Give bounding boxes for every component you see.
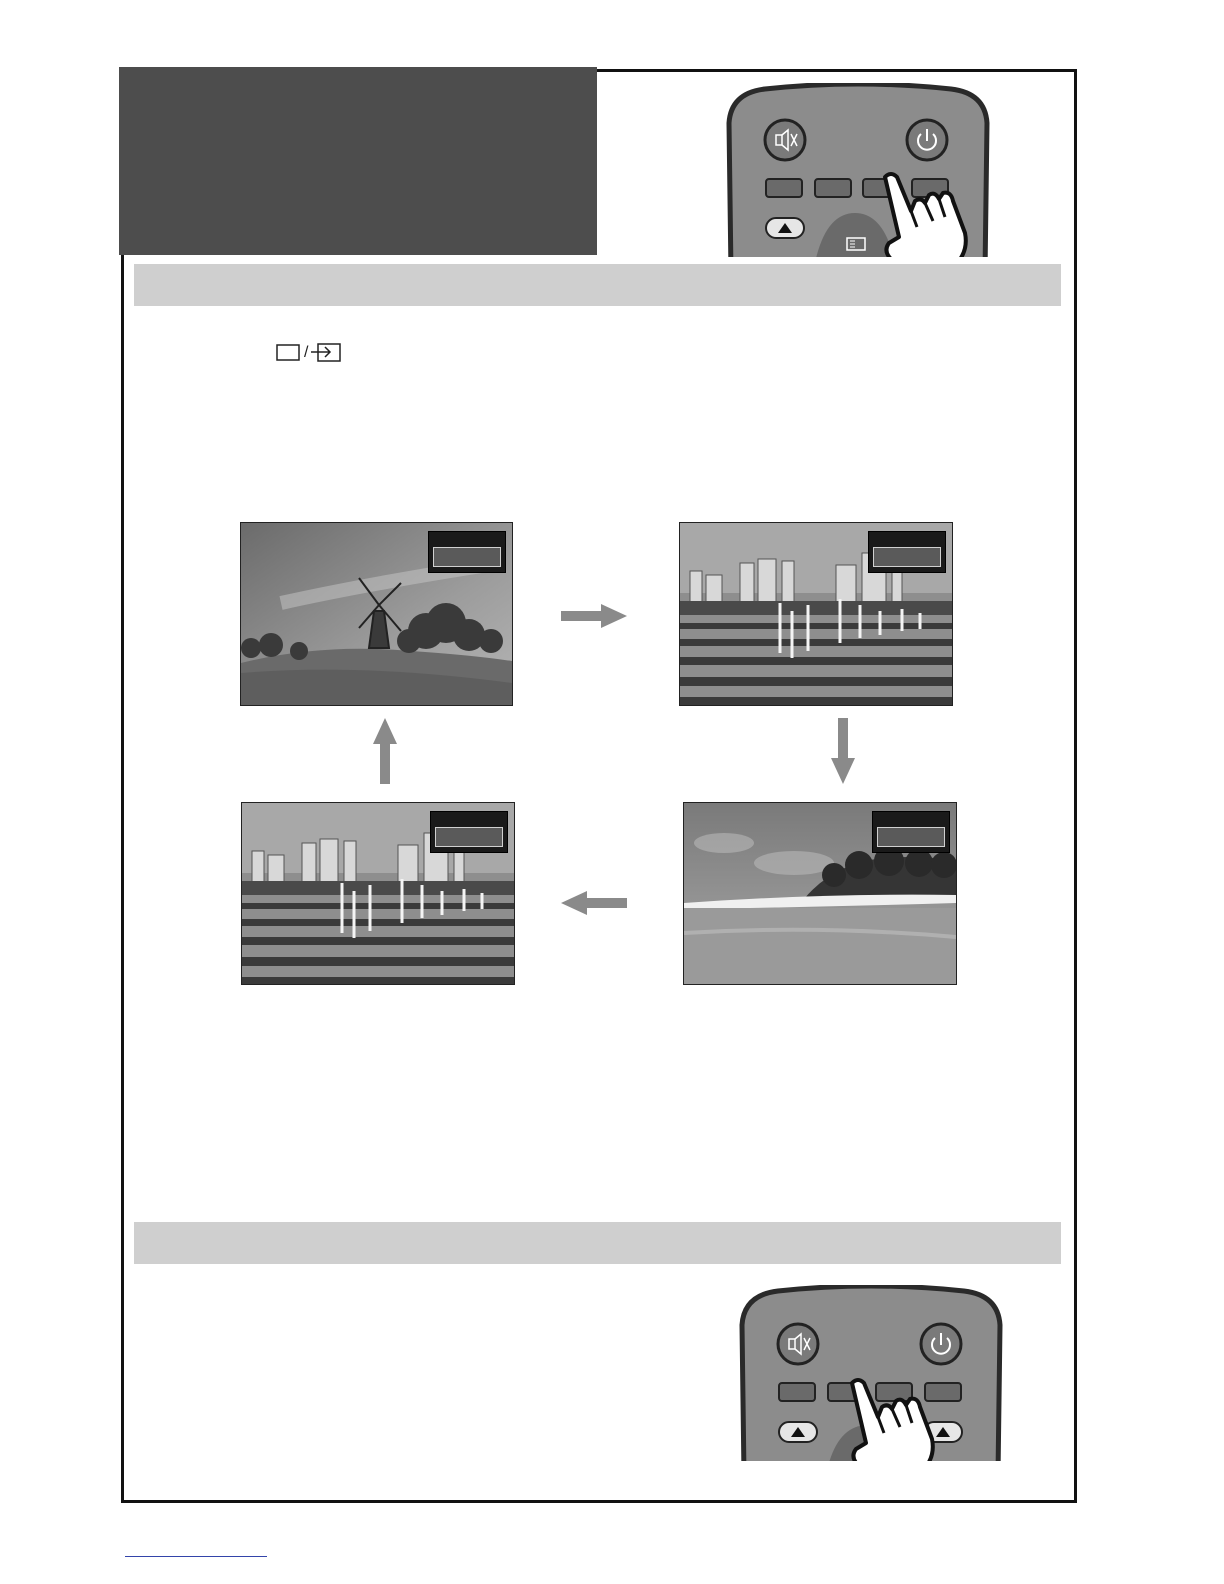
osd-label <box>435 827 503 847</box>
power-icon[interactable] <box>921 1324 961 1364</box>
osd-label-box <box>872 811 950 853</box>
arrow-down-icon <box>831 718 855 784</box>
osd-label-box <box>428 531 506 573</box>
arrow-right-icon <box>561 604 627 628</box>
mute-icon[interactable] <box>778 1324 818 1364</box>
section-bar-bottom <box>134 1222 1061 1264</box>
section-bar-top <box>134 264 1061 306</box>
mute-icon[interactable] <box>765 120 805 160</box>
tv-icon <box>276 344 302 362</box>
tv-av-button-label <box>276 342 342 364</box>
osd-label <box>433 547 501 567</box>
icon-separator: / <box>304 344 309 361</box>
av-input-icon <box>310 342 342 364</box>
up-button[interactable] <box>779 1422 817 1442</box>
up-button[interactable] <box>766 218 804 238</box>
osd-label <box>873 547 941 567</box>
title-block <box>119 67 597 255</box>
arrow-up-icon <box>373 718 397 784</box>
remote-control-bottom <box>738 1285 1004 1461</box>
osd-label-box <box>430 811 508 853</box>
osd-label-box <box>868 531 946 573</box>
screen-image-tropical-beach <box>683 802 957 985</box>
osd-label <box>877 827 945 847</box>
remote-control-top <box>725 83 991 257</box>
footer-rule <box>125 1556 267 1557</box>
screen-image-city-fountain <box>679 522 953 706</box>
screen-image-city-fountain <box>241 802 515 985</box>
power-icon[interactable] <box>907 120 947 160</box>
screen-image-windmill <box>240 522 513 706</box>
arrow-left-icon <box>561 891 627 915</box>
